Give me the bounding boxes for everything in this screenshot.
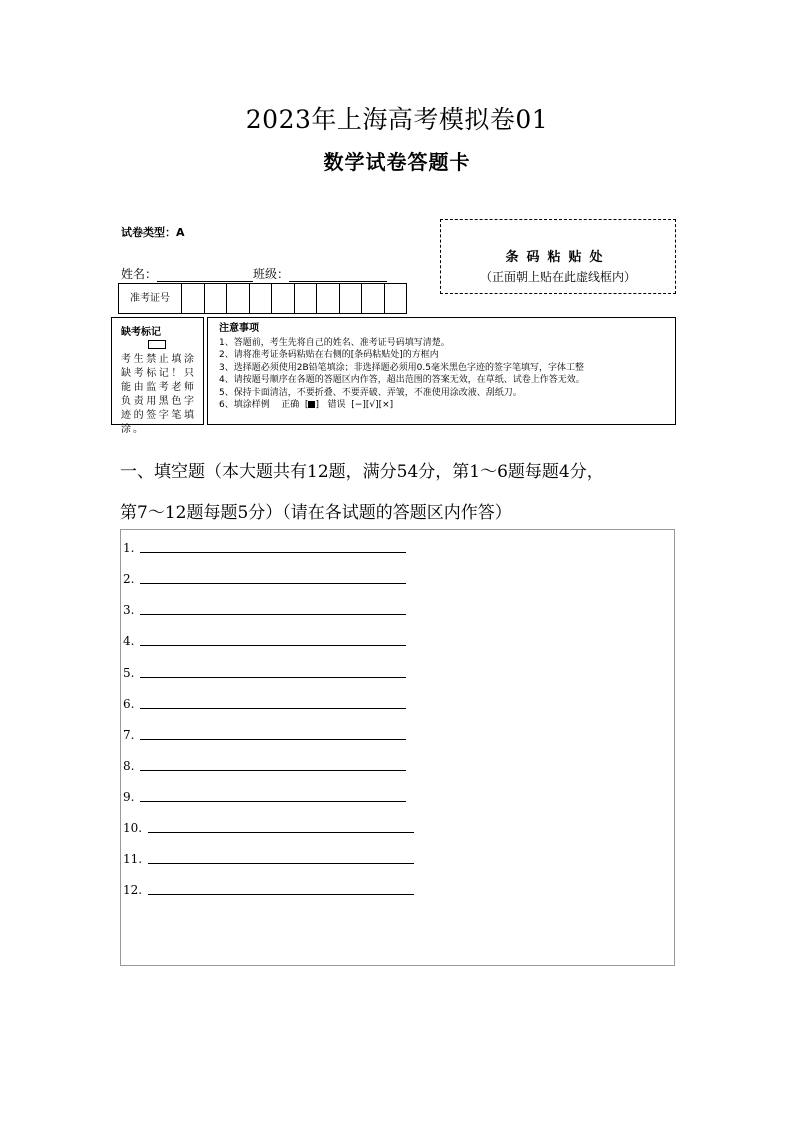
answer-row[interactable] xyxy=(123,572,406,586)
exam-id-cell[interactable] xyxy=(295,284,318,313)
question-number: 12. xyxy=(123,883,143,897)
page-title: 2023年上海高考模拟卷01 xyxy=(245,105,549,134)
answer-line[interactable] xyxy=(140,582,406,584)
question-number: 11. xyxy=(123,852,143,866)
wrong-marks: [−][√][×] xyxy=(351,400,394,410)
notes-box xyxy=(207,317,676,425)
question-number: 7. xyxy=(123,728,135,742)
exam-id-cell[interactable] xyxy=(250,284,273,313)
answer-row[interactable] xyxy=(123,697,406,711)
class-label: 班级： xyxy=(253,267,290,281)
filled-box-icon xyxy=(308,401,315,408)
answer-line[interactable] xyxy=(140,800,406,802)
answer-line[interactable] xyxy=(140,676,406,678)
notes-line: 1、答题前，考生先将自己的姓名、准考证号码填写清楚。 xyxy=(219,337,450,348)
exam-id-label: 准考证号 xyxy=(119,284,182,313)
paper-type: 试卷类型：A xyxy=(121,226,185,239)
question-number: 1. xyxy=(123,541,135,555)
absent-mark-box xyxy=(111,317,204,435)
answer-row[interactable] xyxy=(123,790,406,804)
barcode-note: （正面朝上贴在此虚线框内） xyxy=(479,270,636,284)
exam-id-cell[interactable] xyxy=(182,284,205,313)
name-label: 姓名： xyxy=(121,267,158,281)
notes-sample-line: 6、填涂样例 正确 [ ] 错误 [−][√][×] xyxy=(219,400,394,410)
class-field[interactable] xyxy=(289,269,387,282)
sample-label: 6、填涂样例 xyxy=(219,400,270,410)
notes-line: 4、请按题号顺序在各题的答题区内作答，超出范围的答案无效，在草纸、试卷上作答无效。 xyxy=(219,375,585,385)
barcode-area xyxy=(440,219,676,294)
question-number: 8. xyxy=(123,759,135,773)
answer-row[interactable] xyxy=(123,759,406,773)
notes-line: 2、请将准考证条码粘贴在右侧的[条码粘贴处]的方框内 xyxy=(219,350,439,360)
question-number: 5. xyxy=(123,666,135,680)
exam-id-cell[interactable] xyxy=(385,284,407,313)
notes-line: 5、保持卡面清洁，不要折叠、不要弄破、弄皱，不准使用涂改液、刮纸刀。 xyxy=(219,387,522,398)
answer-row[interactable] xyxy=(123,666,406,680)
page-subtitle: 数学试卷答题卡 xyxy=(323,150,471,174)
question-number: 10. xyxy=(123,821,143,835)
question-number: 3. xyxy=(123,603,135,617)
answer-line[interactable] xyxy=(140,613,406,615)
exam-id-box xyxy=(118,283,407,314)
answer-row[interactable] xyxy=(123,728,406,742)
answer-row[interactable] xyxy=(123,541,406,555)
answer-line[interactable] xyxy=(148,831,414,833)
answer-line[interactable] xyxy=(148,862,414,864)
absent-heading: 缺考标记 xyxy=(121,327,161,338)
exam-id-cell[interactable] xyxy=(272,284,295,313)
answer-row[interactable] xyxy=(123,852,414,866)
absent-checkbox[interactable] xyxy=(148,340,166,349)
answer-row[interactable] xyxy=(123,634,406,648)
section-heading-line: 第7～12题每题5分）（请在各试题的答题区内作答） xyxy=(120,503,512,523)
section-heading-line: 一、填空题（本大题共有12题，满分54分，第1～6题每题4分， xyxy=(120,462,604,482)
question-number: 2. xyxy=(123,572,135,586)
wrong-label: 错误 xyxy=(327,400,346,410)
question-number: 4. xyxy=(123,634,135,648)
exam-id-cell[interactable] xyxy=(205,284,228,313)
exam-id-cell[interactable] xyxy=(362,284,385,313)
answer-line[interactable] xyxy=(140,707,406,709)
answer-line[interactable] xyxy=(140,738,406,740)
exam-id-cell[interactable] xyxy=(317,284,340,313)
answer-area xyxy=(120,529,675,966)
name-field[interactable] xyxy=(157,269,253,282)
notes-line: 3、选择题必须使用2B铅笔填涂；非选择题必须用0.5毫米黑色字迹的签字笔填写，字体工整 xyxy=(219,362,584,373)
question-number: 6. xyxy=(123,697,135,711)
correct-label: 正确 xyxy=(281,400,300,410)
exam-id-cell[interactable] xyxy=(340,284,363,313)
barcode-heading: 条码粘贴处 xyxy=(505,250,611,265)
answer-row[interactable] xyxy=(123,603,406,617)
answer-row[interactable] xyxy=(123,883,414,897)
section-heading xyxy=(120,452,680,534)
absent-text: 考生禁止填涂缺考标记！只能由监考老师负责用黑色字迹的签字笔填涂。 xyxy=(121,354,196,435)
answer-line[interactable] xyxy=(140,551,406,553)
name-class-row xyxy=(121,265,387,282)
answer-line[interactable] xyxy=(140,769,406,771)
answer-line[interactable] xyxy=(148,893,414,895)
answer-row[interactable] xyxy=(123,821,414,835)
exam-id-cell[interactable] xyxy=(227,284,250,313)
answer-line[interactable] xyxy=(140,644,406,646)
notes-heading: 注意事项 xyxy=(219,323,259,334)
question-number: 9. xyxy=(123,790,135,804)
